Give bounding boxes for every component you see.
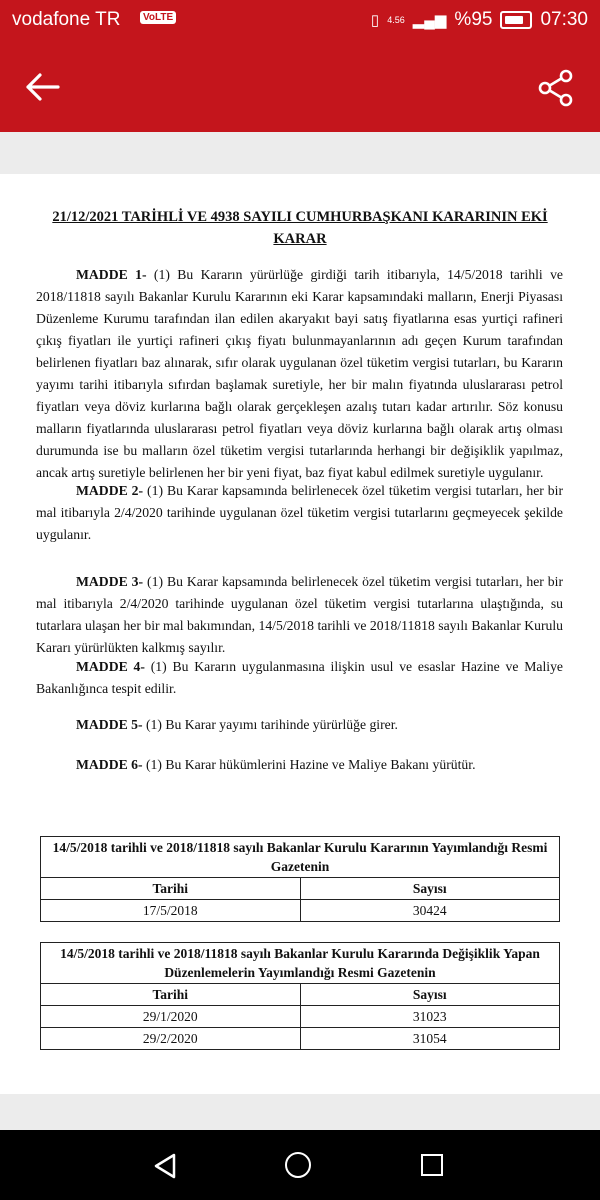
square-recents-icon[interactable] [421,1154,443,1176]
article-text: (1) Bu Karar kapsamında belirlenecek özel tüketim vergisi tutarları, her bir mal itibarıyla 2/4/2020 tarihinde uygulanan özel tüketim vergisi tutarlarını geçmeyecek şekilde uygulanır. [36,483,564,542]
status-bar [0,0,600,42]
article-label: MADDE 2- [76,483,144,498]
battery-percent: %95 [454,9,493,30]
navigation-bar [0,1130,600,1200]
article-text: (1) Bu Karar yayımı tarihinde yürürlüğe girer. [145,717,398,732]
clock: 07:30 [540,9,588,30]
signal-icon: ▂▄▆ [412,12,447,29]
article-label: MADDE 4- [76,659,145,674]
document-image [0,174,600,1094]
article-5 [36,714,563,736]
table-heading: 14/5/2018 tarihli ve 2018/11818 sayılı Bakanlar Kurulu Kararının Yayımlandığı Resmi Gazetenin [41,837,560,878]
network-speed: 4.56 [387,14,405,25]
title-line-2: KARAR [273,231,327,247]
table-cell-date: 29/2/2020 [41,1028,301,1050]
battery-icon [500,11,532,29]
article-label: MADDE 5- [76,717,143,732]
article-text: (1) Bu Kararın yürürlüğe girdiği tarih itibarıyla, 14/5/2018 tarihli ve 2018/11818 sayılı Bakanlar Kurulu Kararının eki Karar kapsamındaki malların, Enerji Piyasası Düzenleme Kurumu tarafından ilan edilen akaryakıt bayi satış fiyatlarına esas yurtiçi rafineri çıkış fiyatları ile yurtiçi rafineri çıkış fiyatı bulunmayanlarının adı geçen Kurum tarafından belirlenen fiyatları baz alınarak, sıfır olarak uygulanan özel tüketim vergisi tutarları, bu Kararın yayımı tarihi itibarıyla sıfırdan başlamak suretiyle, her bir malın fiyatında uluslararası petrol fiyatları veya döviz kurlarına bağlı olarak gerçekleşen azalış tutarı kadar artırılır. Söz konusu malların fiyatlarında uluslararası petrol fiyatları veya döviz kurlarına bağlı olarak artış olması durumunda ise bu malların özel tüketim vergisi tutarlarında herhangi bir değişiklik yapılmaz, ancak artış suretiyle belirlenen her bir yeni fiyat, baz fiyat kabul edilmek suretiyle uygulanır. [36,267,564,480]
table-row [41,900,560,922]
table-cell-date: 17/5/2018 [41,900,301,922]
table-col-date: Tarihi [41,878,301,900]
vibrate-icon: ▯ [370,12,380,29]
article-label: MADDE 1- [76,267,147,282]
volte-badge: VoLTE [140,11,176,24]
article-1 [36,264,563,484]
gazette-table-2 [40,942,560,1050]
circle-home-icon[interactable] [285,1152,311,1178]
article-6 [36,754,563,776]
arrow-left-icon[interactable] [24,70,64,104]
carrier-name: vodafone TR [12,9,121,30]
share-icon[interactable] [536,68,576,108]
article-text: (1) Bu Karar kapsamında belirlenecek özel tüketim vergisi tutarları, her bir mal itibarıyla 2/4/2020 tarihinde uygulanan özel tüketim vergisi tutarlarına ulaştığında, su tutarlara ulaşan her bir mal bakımından, 14/5/2018 tarihli ve 2018/11818 sayılı Bakanlar Kurulu Kararı yürürlükten kalkmış sayılır. [36,574,564,655]
table-cell-number: 31023 [300,1006,560,1028]
article-2 [36,480,563,546]
article-3 [36,571,563,659]
table-cell-number: 30424 [300,900,560,922]
title-line-1: 21/12/2021 TARİHLİ VE 4938 SAYILI CUMHURBAŞKANI KARARININ EKİ [52,209,548,225]
table-heading: 14/5/2018 tarihli ve 2018/11818 sayılı Bakanlar Kurulu Kararında Değişiklik Yapan Düzenlemelerin Yayımlandığı Resmi Gazetenin [41,943,560,984]
article-label: MADDE 3- [76,574,144,589]
app-bar [0,42,600,132]
article-text: (1) Bu Karar hükümlerini Hazine ve Maliye Bakanı yürütür. [145,757,476,772]
table-cell-number: 31054 [300,1028,560,1050]
table-row [41,1006,560,1028]
document-title [40,206,560,250]
table-col-date: Tarihi [41,984,301,1006]
table-cell-date: 29/1/2020 [41,1006,301,1028]
table-row [41,1028,560,1050]
table-col-number: Sayısı [300,984,560,1006]
gazette-table-1 [40,836,560,922]
article-text: (1) Bu Kararın uygulanmasına ilişkin usul ve esaslar Hazine ve Maliye Bakanlığınca tespit edilir. [36,659,564,696]
triangle-back-icon[interactable] [152,1152,178,1185]
article-4 [36,656,563,700]
table-col-number: Sayısı [300,878,560,900]
article-label: MADDE 6- [76,757,143,772]
